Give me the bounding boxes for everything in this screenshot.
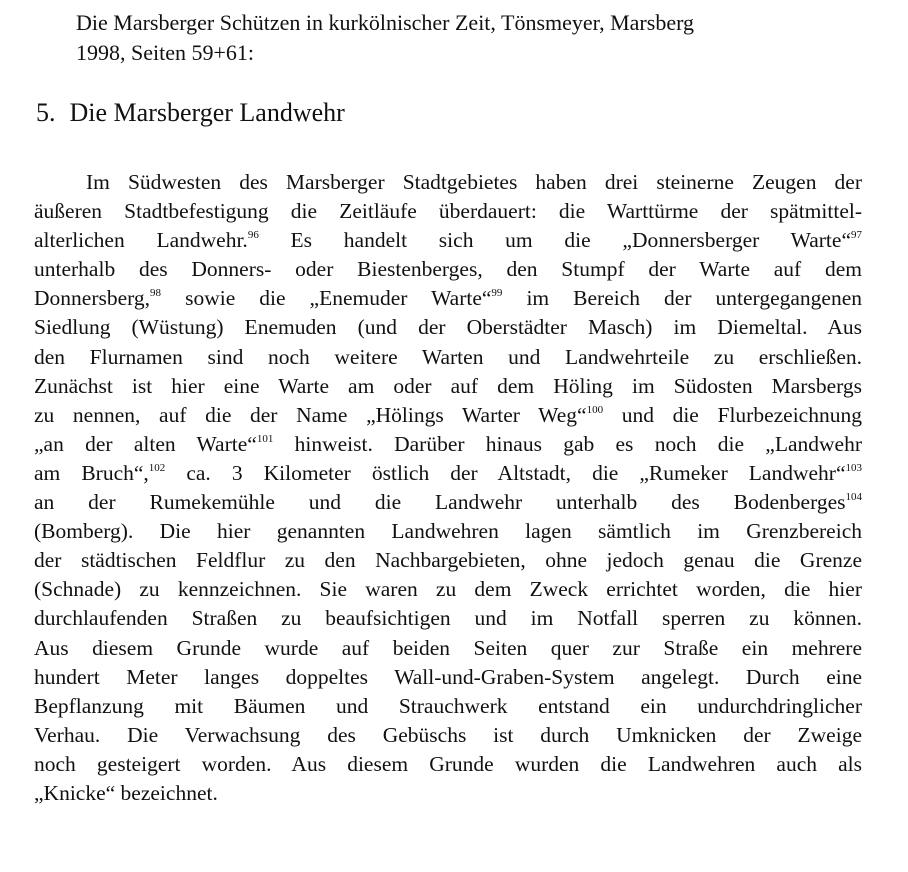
text-run: Donnersberg, bbox=[34, 286, 151, 311]
footnote-marker: 101 bbox=[256, 432, 274, 445]
text-run: Aus diesem Grunde wurde auf beiden Seiten quer zur Straße ein mehrere bbox=[34, 635, 862, 660]
text-line bbox=[34, 663, 862, 692]
text-line bbox=[34, 313, 862, 342]
text-run: sowie die „Enemuder Warte“ bbox=[161, 286, 492, 311]
text-line bbox=[34, 488, 862, 517]
citation-line: Die Marsberger Schützen in kurkölnischer Zeit, Tönsmeyer, Marsberg bbox=[76, 10, 695, 35]
section-title: Die Marsberger Landwehr bbox=[69, 98, 345, 127]
source-citation bbox=[76, 8, 876, 68]
text-run: (Bomberg). Die hier genannten Landwehren lagen sämtlich im Grenzbereich bbox=[34, 519, 862, 544]
text-run: und die Flurbezeichnung bbox=[603, 402, 862, 427]
text-run: im Bereich der untergegangenen bbox=[502, 286, 862, 311]
text-run: der städtischen Feldflur zu den Nachbargebieten, ohne jedoch genau die Grenze bbox=[34, 548, 862, 573]
text-line bbox=[34, 168, 862, 197]
text-run: Siedlung (Wüstung) Enemuden (und der Oberstädter Masch) im Diemeltal. Aus bbox=[34, 315, 862, 340]
text-run: hundert Meter langes doppeltes Wall-und-Graben-System angelegt. Durch eine bbox=[34, 664, 862, 689]
text-run: Zunächst ist hier eine Warte am oder auf dem Höling im Südosten Marsbergs bbox=[34, 373, 862, 398]
text-line bbox=[34, 343, 862, 372]
text-line bbox=[34, 459, 862, 488]
text-line bbox=[34, 750, 862, 779]
footnote-marker: 97 bbox=[850, 229, 862, 242]
text-line bbox=[34, 546, 862, 575]
text-run: (Schnade) zu kennzeichnen. Sie waren zu dem Zweck errichtet worden, die hier bbox=[34, 577, 862, 602]
text-run: „Knicke“ bezeichnet. bbox=[34, 780, 218, 805]
footnote-marker: 98 bbox=[150, 287, 162, 300]
text-run: an der Rumekemühle und die Landwehr unterhalb des Bodenberges bbox=[34, 490, 846, 515]
text-line bbox=[34, 372, 862, 401]
text-line bbox=[34, 226, 862, 255]
text-run: Bepflanzung mit Bäumen und Strauchwerk entstand ein undurchdringlicher bbox=[34, 693, 862, 718]
body-paragraph bbox=[34, 168, 862, 808]
text-line bbox=[34, 692, 862, 721]
text-run: „an der alten Warte“ bbox=[34, 431, 257, 456]
footnote-marker: 99 bbox=[491, 287, 503, 300]
text-run: zu nennen, auf die der Name „Hölings Warter Weg“ bbox=[34, 402, 587, 427]
text-run: ca. 3 Kilometer östlich der Altstadt, die „Rumeker Landwehr“ bbox=[165, 460, 846, 485]
text-line bbox=[34, 575, 862, 604]
footnote-marker: 96 bbox=[247, 229, 259, 242]
text-line bbox=[34, 634, 862, 663]
text-run: hinweist. Darüber hinaus gab es noch die „Landwehr bbox=[273, 431, 862, 456]
citation-line: 1998, Seiten 59+61: bbox=[76, 40, 255, 65]
text-line bbox=[34, 430, 862, 459]
text-line bbox=[34, 721, 862, 750]
text-line bbox=[34, 255, 862, 284]
text-run: durchlaufenden Straßen zu beaufsichtigen und im Notfall sperren zu können. bbox=[34, 606, 862, 631]
text-run: äußeren Stadtbefestigung die Zeitläufe überdauert: die Warttürme der spätmittel- bbox=[34, 199, 862, 224]
footnote-marker: 104 bbox=[845, 491, 862, 504]
text-run: am Bruch“, bbox=[34, 460, 149, 485]
text-line bbox=[34, 517, 862, 546]
text-line bbox=[34, 779, 862, 808]
text-line bbox=[34, 284, 862, 313]
text-run: unterhalb des Donners- oder Biestenberges, den Stumpf der Warte auf dem bbox=[34, 257, 862, 282]
footnote-marker: 102 bbox=[148, 461, 166, 474]
text-line bbox=[34, 401, 862, 430]
text-run: noch gesteigert worden. Aus diesem Grunde wurden die Landwehren auch als bbox=[34, 751, 862, 776]
text-run: den Flurnamen sind noch weitere Warten und Landwehrteile zu erschließen. bbox=[34, 344, 862, 369]
text-run: Es handelt sich um die „Donnersberger Warte“ bbox=[258, 228, 851, 253]
text-run: Im Südwesten des Marsberger Stadtgebietes haben drei steinerne Zeugen der bbox=[86, 170, 862, 194]
text-line bbox=[34, 197, 862, 226]
footnote-marker: 100 bbox=[586, 403, 604, 416]
text-run: Verhau. Die Verwachsung des Gebüschs ist durch Umknicken der Zweige bbox=[34, 722, 862, 747]
section-number: 5. bbox=[36, 98, 56, 127]
text-run: alterlichen Landwehr. bbox=[34, 228, 248, 253]
section-heading bbox=[36, 96, 345, 130]
footnote-marker: 103 bbox=[845, 461, 862, 474]
text-line bbox=[34, 604, 862, 633]
